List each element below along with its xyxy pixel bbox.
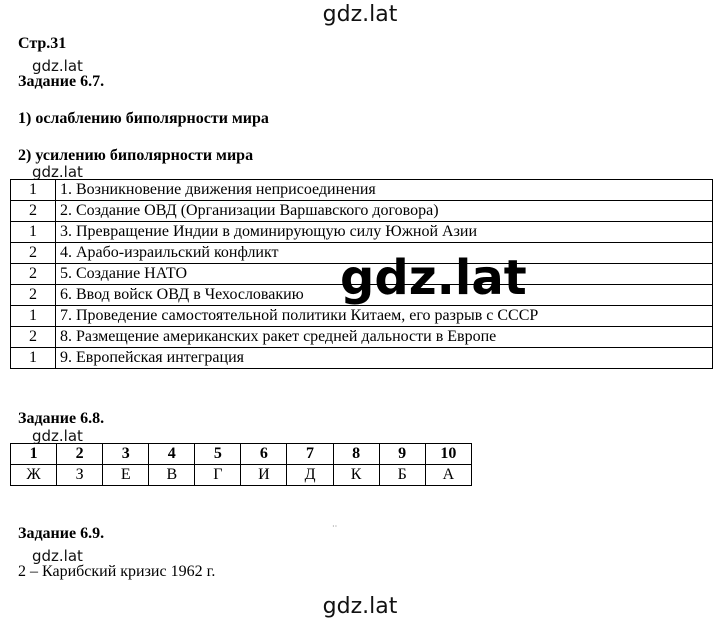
task-6-8-title: Задание 6.8. — [18, 410, 105, 427]
row-text: 5. Создание НАТО — [56, 264, 713, 285]
row-answer: 2 — [11, 285, 56, 306]
watermark-bottom: gdz.lat — [322, 594, 398, 619]
row-text: 3. Превращение Индии в доминирующую силу Южной Азии — [56, 222, 713, 243]
column-header: 10 — [425, 444, 471, 465]
row-answer: 2 — [11, 327, 56, 348]
row-answer: 2 — [11, 201, 56, 222]
task-6-7-option-1: 1) ослаблению биполярности мира — [18, 110, 269, 127]
row-answer: 1 — [11, 222, 56, 243]
answer-cell: А — [425, 465, 471, 486]
watermark-small-4: gdz.lat — [32, 547, 83, 565]
row-text: 7. Проведение самостоятельной политики Китаем, его разрыв с СССР — [56, 306, 713, 327]
column-header: 2 — [57, 444, 103, 465]
row-text: 4. Арабо-израильский конфликт — [56, 243, 713, 264]
column-header: 6 — [241, 444, 287, 465]
answer-cell: Ж — [11, 465, 57, 486]
table-row — [11, 327, 713, 348]
watermark-small-3: gdz.lat — [32, 427, 83, 445]
watermark-small-1: gdz.lat — [32, 57, 83, 75]
table-row — [11, 348, 713, 369]
table-row — [11, 306, 713, 327]
row-text: 1. Возникновение движения неприсоединения — [56, 180, 713, 201]
watermark-center: gdz.lat — [340, 250, 527, 306]
column-header: 3 — [103, 444, 149, 465]
column-header: 5 — [195, 444, 241, 465]
row-answer: 2 — [11, 264, 56, 285]
row-text: 9. Европейская интеграция — [56, 348, 713, 369]
row-answer: 1 — [11, 306, 56, 327]
column-header: 9 — [379, 444, 425, 465]
row-answer: 1 — [11, 348, 56, 369]
answer-cell: К — [333, 465, 379, 486]
column-header: 1 — [11, 444, 57, 465]
watermark-small-2: gdz.lat — [32, 163, 83, 181]
table-row — [11, 465, 472, 486]
task-6-8-table — [10, 443, 472, 486]
table-header-row — [11, 444, 472, 465]
table-row — [11, 201, 713, 222]
answer-cell: Д — [287, 465, 333, 486]
answer-cell: Е — [103, 465, 149, 486]
task-6-9-title: Задание 6.9. — [18, 525, 105, 542]
row-answer: 2 — [11, 243, 56, 264]
row-text: 8. Размещение американских ракет средней дальности в Европе — [56, 327, 713, 348]
answer-cell: З — [57, 465, 103, 486]
column-header: 4 — [149, 444, 195, 465]
answer-cell: И — [241, 465, 287, 486]
row-answer: 1 — [11, 180, 56, 201]
task-6-7-option-2: 2) усилению биполярности мира — [18, 147, 254, 164]
answer-cell: Г — [195, 465, 241, 486]
page-reference: Стр.31 — [18, 35, 67, 52]
row-text: 2. Создание ОВД (Организации Варшавского договора) — [56, 201, 713, 222]
answer-cell: В — [149, 465, 195, 486]
column-header: 8 — [333, 444, 379, 465]
column-header: 7 — [287, 444, 333, 465]
scan-speck: ·· — [332, 522, 338, 531]
answer-cell: Б — [379, 465, 425, 486]
task-6-9-answer: 2 – Карибский кризис 1962 г. — [18, 563, 216, 580]
watermark-top: gdz.lat — [322, 2, 398, 27]
task-6-7-title: Задание 6.7. — [18, 73, 105, 90]
table-row — [11, 180, 713, 201]
row-text: 6. Ввод войск ОВД в Чехословакию — [56, 285, 713, 306]
table-row — [11, 222, 713, 243]
